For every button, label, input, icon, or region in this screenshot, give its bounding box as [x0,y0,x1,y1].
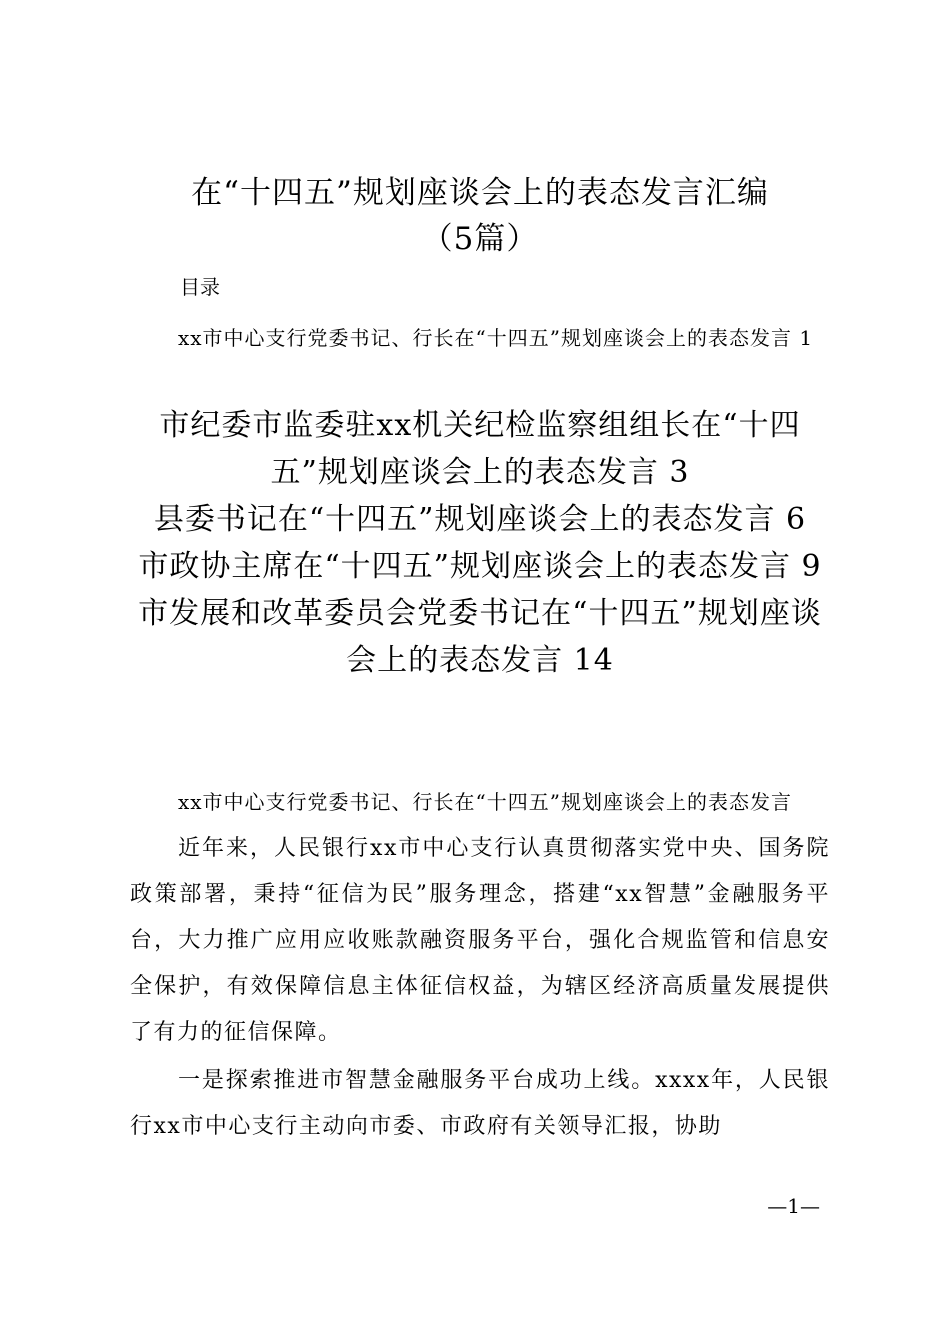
toc-entry-4: 市政协主席在“十四五”规划座谈会上的表态发言 9 [138,549,822,584]
toc-entry-3: 县委书记在“十四五”规划座谈会上的表态发言 6 [153,502,807,537]
document-title [130,170,830,262]
page-number: —1— [767,1194,820,1218]
body-paragraph: 一是探索推进市智慧金融服务平台成功上线。xxxx年，人民银行xx市中心支行主动向市委、市政府有关领导汇报，协助 [130,1068,830,1139]
toc-entry-5: 市发展和改革委员会党委书记在“十四五”规划座谈会上的表态发言 14 [138,596,822,678]
document-body [130,780,830,1150]
title-line-2: （5篇） [421,221,539,257]
toc-entry-2: 市纪委市监委驻xx机关纪检监察组组长在“十四五”规划座谈会上的表态发言 3 [159,408,801,490]
toc-entry-1: xx市中心支行党委书记、行长在“十四五”规划座谈会上的表态发言 1 [178,326,814,350]
toc-label: 目录 [180,275,220,299]
title-line-1: 在“十四五”规划座谈会上的表态发言汇编 [191,175,769,211]
section-heading: xx市中心支行党委书记、行长在“十四五”规划座谈会上的表态发言 [178,790,793,814]
body-paragraph: 近年来，人民银行xx市中心支行认真贯彻落实党中央、国务院政策部署，秉持“征信为民”服务理念，搭建“xx智慧”金融服务平台，大力推广应用应收账款融资服务平台，强化合规监管和信息安全保护，有效保障信息主体征信权益，为辖区经济高质量发展提供了有力的征信保障。 [130,836,830,1045]
toc-list [130,402,830,684]
